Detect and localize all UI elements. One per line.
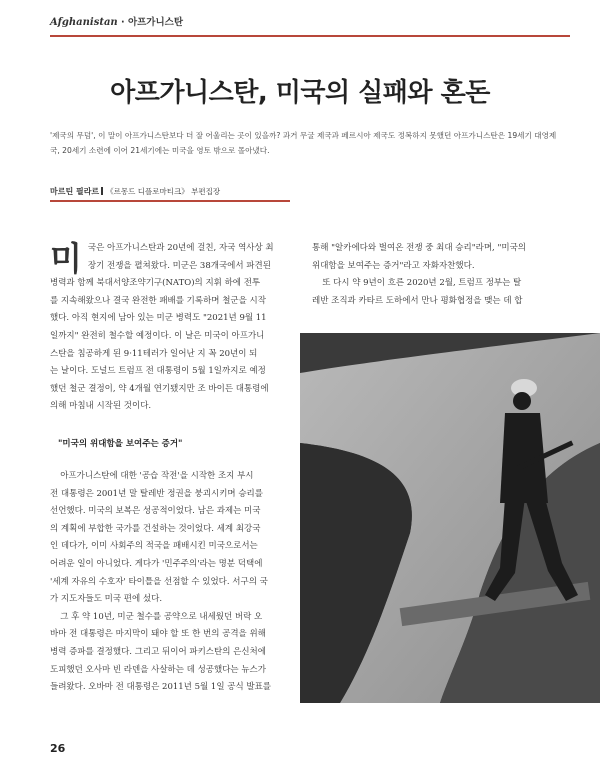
text-line: 일까지" 완전히 철수할 예정이다. 이 날은 미국이 아프가니 — [50, 330, 265, 341]
text-line: 의 계획에 부합한 국가를 건설하는 것이었다. 세계 최강국 — [50, 523, 261, 534]
text-line: 선언했다. 미국의 보복은 성공적이었다. 남은 과제는 미국 — [50, 506, 261, 517]
text-line: 도피했던 오사마 빈 라덴을 사살하는 데 성공했다는 뉴스가 — [50, 664, 266, 675]
author-role: 《르몽드 디플로마티크》 부편집장 — [106, 187, 221, 196]
body-column-left — [50, 240, 290, 416]
paragraph — [50, 468, 290, 609]
text-line: 국은 아프가니스탄과 20년에 걸친, 자국 역사상 최 — [87, 243, 274, 253]
text-line: 장기 전쟁을 펼쳐왔다. 미군은 38개국에서 파견된 — [87, 260, 271, 271]
text-line: '세계 자유의 수호자' 타이틀을 선점할 수 있었다. 서구의 국 — [50, 576, 268, 587]
author-name: 마르틴 필라르 — [50, 187, 100, 196]
body-column-right — [312, 240, 552, 310]
text-line: 스탄을 침공하게 된 9·11테러가 일어난 지 꼭 20년이 되 — [50, 348, 258, 359]
text-line: 통해 "알카에다와 벌여온 전쟁 중 최대 승리"라며, "미국의 — [312, 243, 526, 253]
byline-rule — [50, 200, 290, 202]
drop-cap: 미 — [50, 239, 82, 278]
text-line: 레반 조직과 카타르 도하에서 만나 평화협정을 맺는 데 합 — [312, 295, 523, 306]
text-line: 어려운 일이 아니었다. 게다가 '민주주의'라는 명분 덕택에 — [50, 558, 263, 569]
text-line: 병력 증파를 결정했다. 그리고 뒤이어 파키스탄의 은신처에 — [50, 646, 266, 657]
text-line: 를 지속해왔으나 결국 완전한 패배를 기록하며 철군을 시작 — [50, 295, 266, 306]
section-subheading: "미국의 위대함을 보여주는 증거" — [58, 439, 183, 449]
text-line: 인 데다가, 이미 사회주의 적국을 패배시킨 미국으로서는 — [50, 541, 258, 552]
text-line: 위대함을 보여주는 증거"라고 자화자찬했다. — [312, 260, 475, 271]
text-line: 병력과 함께 북대서양조약기구(NATO)의 지휘 하에 전투 — [50, 278, 261, 289]
article-lede: '제국의 무덤', 이 말이 아프가니스탄보다 더 잘 어울리는 곳이 있을까? 과거 무굴 제국과 페르시아 제국도 정복하지 못했던 아프가니스탄은 19세기 대영제국, 20세기 소련에 이어 21세기에는 미국을 영토 밖으로 몰아냈다. — [50, 131, 557, 155]
text-line: 가 지도자들도 미국 편에 섰다. — [50, 594, 163, 605]
article-title: 아프가니스탄, 미국의 실패와 혼돈 — [110, 78, 490, 108]
text-line: 그 후 약 10년, 미군 철수를 공약으로 내세웠던 버락 오 — [60, 611, 263, 622]
section-label — [50, 14, 570, 28]
header-rule — [50, 35, 570, 37]
text-line: 했던 철군 결정이, 약 4개월 연기됐지만 조 바이든 대통령에 — [50, 383, 269, 394]
text-line: 전 대통령은 2001년 말 탈레반 정권을 붕괴시키며 승리를 — [50, 488, 263, 499]
byline — [50, 186, 290, 197]
article-photo — [300, 333, 600, 703]
paragraph — [50, 609, 290, 697]
figure-head — [513, 392, 531, 410]
text-line: 아프가니스탄에 대한 '공습 작전'을 시작한 조지 부시 — [60, 471, 254, 481]
page-number: 26 — [50, 742, 66, 755]
running-header — [50, 14, 570, 32]
section-name: Afghanistan — [50, 17, 118, 28]
text-line: 들려왔다. 오바마 전 대통령은 2011년 5월 1일 공식 발표를 — [50, 682, 271, 693]
text-line: 바마 전 대통령은 마지막이 돼야 할 또 한 번의 공격을 위해 — [50, 629, 266, 640]
paragraph — [312, 240, 552, 275]
section-separator: · — [121, 17, 125, 28]
paragraph-intro — [50, 240, 290, 416]
text-line: 또 다시 약 9년이 흐른 2020년 2월, 트럼프 정부는 탈 — [322, 278, 522, 289]
text-line: 의해 마침내 시작된 것이다. — [50, 401, 152, 412]
text-line: 는 날이다. 도널드 트럼프 전 대통령이 5월 1일까지로 예정 — [50, 366, 266, 377]
section-name-korean: 아프가니스탄 — [127, 17, 183, 28]
byline-divider — [101, 187, 103, 195]
text-line: 했다. 아직 현지에 남아 있는 미군 병력도 "2021년 9월 11 — [50, 313, 267, 324]
paragraph — [312, 275, 552, 310]
body-column-left-continued — [50, 468, 290, 697]
